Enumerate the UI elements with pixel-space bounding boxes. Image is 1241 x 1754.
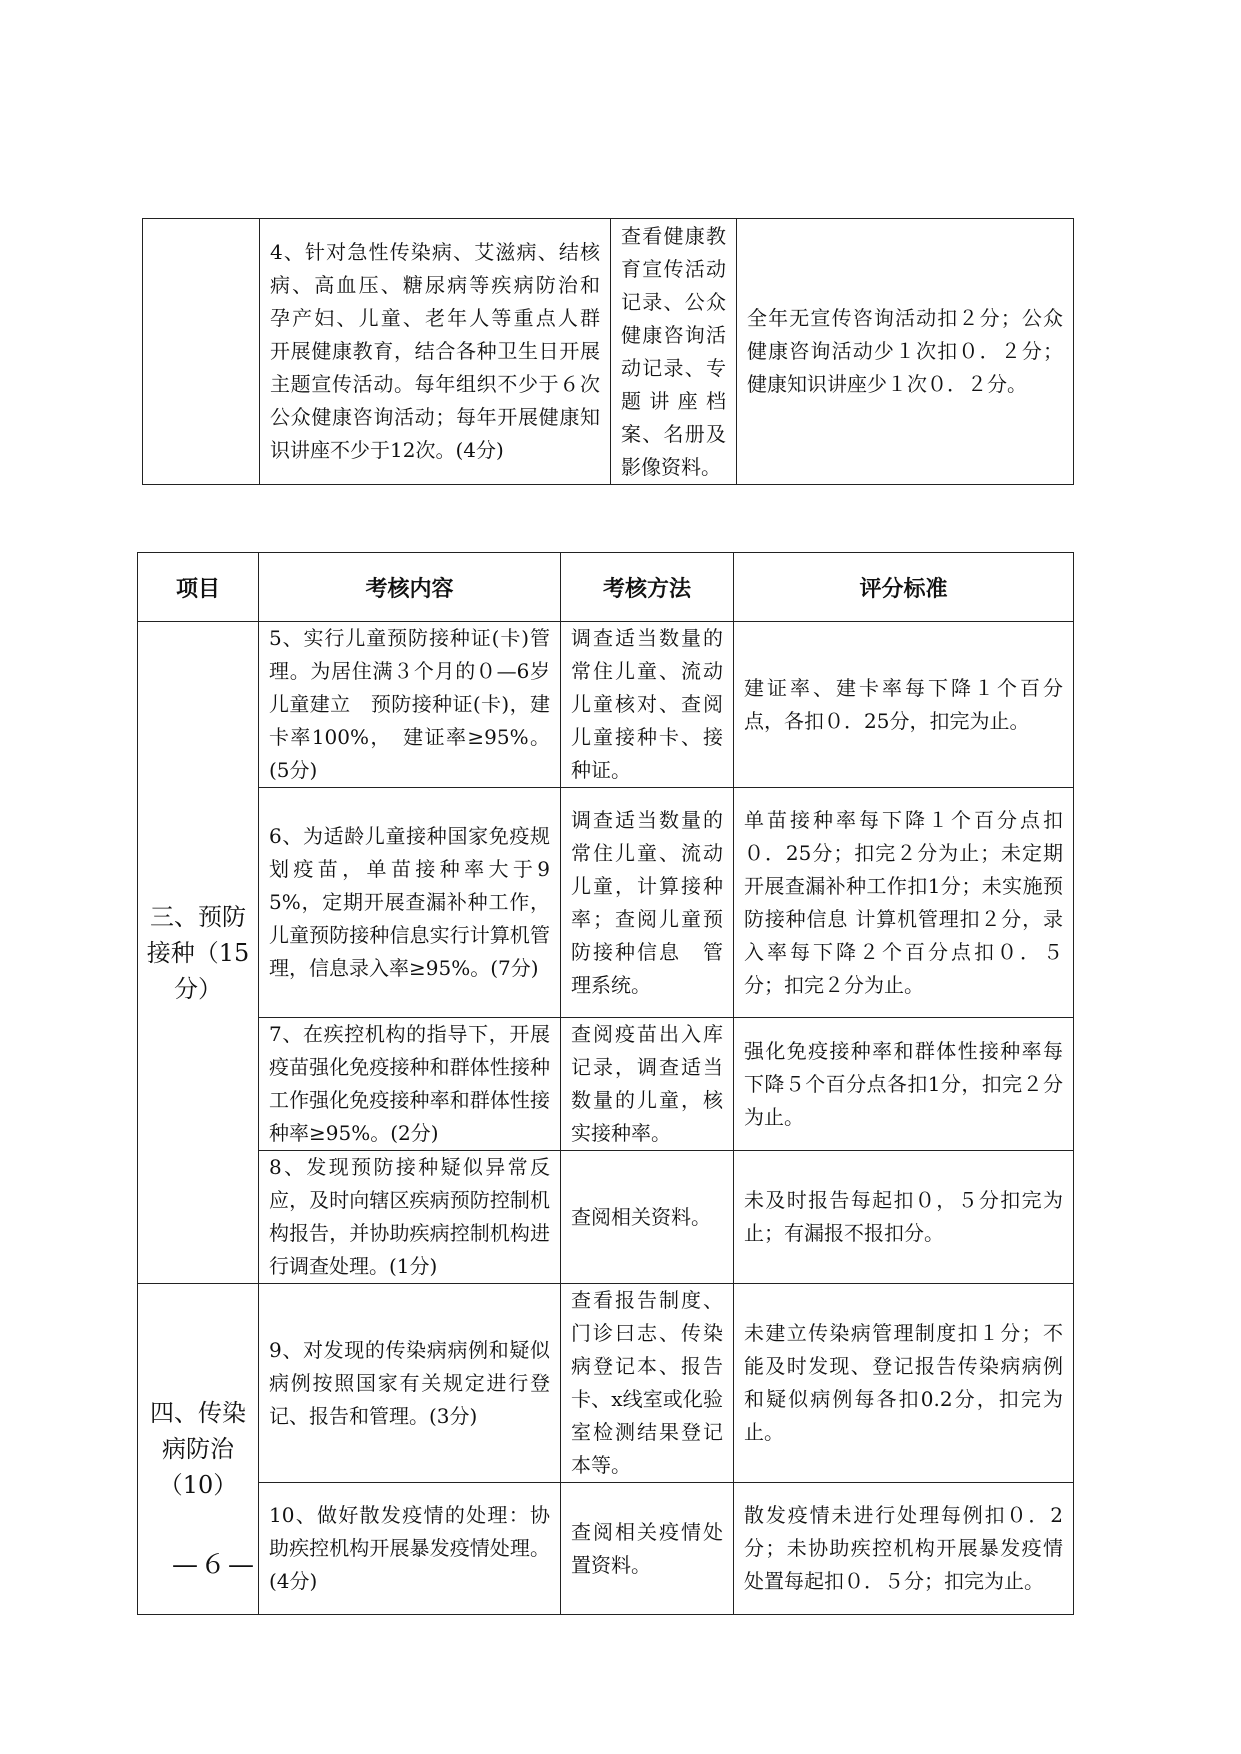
table-row — [138, 1018, 1074, 1151]
table-row — [138, 788, 1074, 1018]
content-cell: 9、对发现的传染病病例和疑似病例按照国家有关规定进行登记、报告和管理。(3分) — [259, 1284, 561, 1483]
item-cell: 三、预防接种（15分） — [138, 622, 259, 1284]
method-cell: 查阅疫苗出入库记录，调查适当数量的儿童，核实接种率。 — [561, 1018, 734, 1151]
table-row — [138, 622, 1074, 788]
method-cell: 查看报告制度、门诊曰志、传染病登记本、报告卡、x线室或化验室检测结果登记本等。 — [561, 1284, 734, 1483]
header-content: 考核内容 — [259, 553, 561, 622]
table-row — [138, 1284, 1074, 1483]
table-row — [143, 219, 1074, 485]
content-cell: 5、实行儿童预防接种证(卡)管理。为居住满３个月的０—6岁儿童建立 预防接种证(卡)，建卡率100%， 建证率≥95%。(5分) — [259, 622, 561, 788]
content-cell: 8、发现预防接种疑似异常反应，及时向辖区疾病预防控制机构报告，并协助疾病控制机构进行调查处理。(1分) — [259, 1151, 561, 1284]
header-criteria: 评分标准 — [734, 553, 1074, 622]
criteria-cell: 强化免疫接种率和群体性接种率每下降５个百分点各扣1分，扣完２分为止。 — [734, 1018, 1074, 1151]
criteria-cell: 建证率、建卡率每下降１个百分点，各扣０．25分，扣完为止。 — [734, 622, 1074, 788]
content-cell: 7、在疾控机构的指导下，开展疫苗强化免疫接种和群体性接种工作强化免疫接种率和群体性接种率≥95%。(2分) — [259, 1018, 561, 1151]
criteria-cell: 全年无宣传咨询活动扣２分；公众健康咨询活动少１次扣０．２分；健康知识讲座少１次０．２分。 — [737, 219, 1074, 485]
assessment-table — [137, 552, 1074, 1615]
method-cell: 查阅相关疫情处置资料。 — [561, 1483, 734, 1615]
criteria-cell: 未及时报告每起扣０，５分扣完为止；有漏报不报扣分。 — [734, 1151, 1074, 1284]
method-cell: 查阅相关资料。 — [561, 1151, 734, 1284]
header-item: 项目 — [138, 553, 259, 622]
content-cell: 4、针对急性传染病、艾滋病、结核 病、高血压、糖尿病等疾病防治和 孕产妇、儿童、老年人等重点人群 开展健康教育，结合各种卫生日开展主题宣传活动。每年组织不少于６次公众健康咨询活动；每年开展健康知识讲座不少于12次。(4分) — [260, 219, 611, 485]
content-cell: 10、做好散发疫情的处理：协助疾控机构开展暴发疫情处理。(4分) — [259, 1483, 561, 1615]
method-cell: 调查适当数量的常住儿童、流动儿童，计算接种率；查阅儿童预防接种信息 管理系统。 — [561, 788, 734, 1018]
item-cell — [143, 219, 260, 485]
page-number: —６— — [172, 1550, 257, 1580]
header-method: 考核方法 — [561, 553, 734, 622]
item-cell: 四、传染病防治（10） — [138, 1284, 259, 1615]
table-row — [138, 1483, 1074, 1615]
criteria-cell: 单苗接种率每下降１个百分点扣０．25分；扣完２分为止；未定期开展查漏补种工作扣1分；未实施预防接种信息 计算机管理扣２分，录入率每下降２个百分点扣０．５分；扣完２分为止。 — [734, 788, 1074, 1018]
header-row — [138, 553, 1074, 622]
method-cell: 调查适当数量的常住儿童、流动儿童核对、查阅儿童接种卡、接种证。 — [561, 622, 734, 788]
table-row — [138, 1151, 1074, 1284]
criteria-cell: 散发疫情未进行处理每例扣０．2分；未协助疾控机构开展暴发疫情处置每起扣０．５分；扣完为止。 — [734, 1483, 1074, 1615]
method-cell: 查看健康教育宣传活动记录、公众健康咨询活动记录、专题讲座档案、名册及影像资料。 — [611, 219, 737, 485]
continued-assessment-table — [142, 218, 1074, 485]
content-cell: 6、为适龄儿童接种国家免疫规划疫苗，单苗接种率大于95%，定期开展查漏补种工作，儿童预防接种信息实行计算机管理，信息录入率≥95%。(7分) — [259, 788, 561, 1018]
criteria-cell: 未建立传染病管理制度扣１分；不能及时发现、登记报告传染病病例和疑似病例每各扣0.2分，扣完为止。 — [734, 1284, 1074, 1483]
